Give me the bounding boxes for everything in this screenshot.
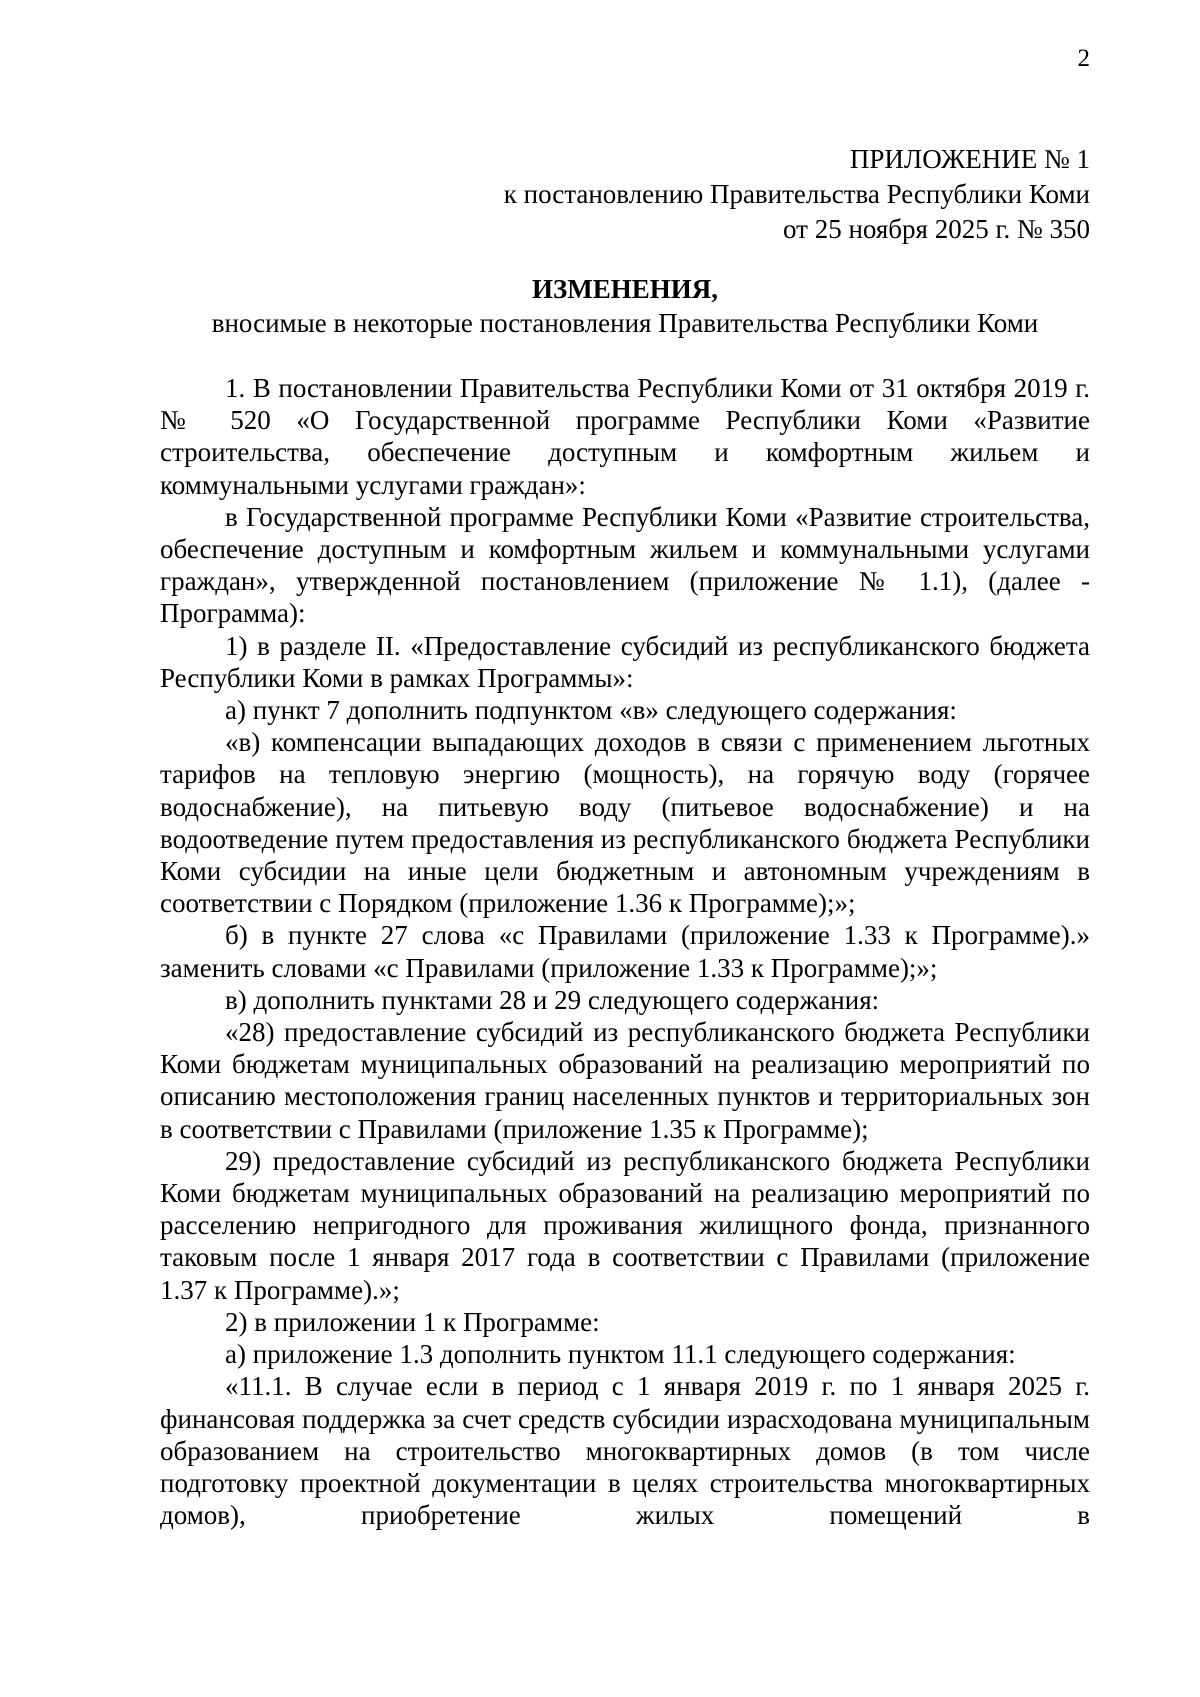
document-title-main: ИЗМЕНЕНИЯ, [531,274,718,304]
paragraph: в) дополнить пунктами 28 и 29 следующего содержания: [225,984,880,1015]
page-number: 2 [1077,45,1090,72]
paragraph: 2) в приложении 1 к Программе: [225,1306,600,1337]
paragraph: в Государственной программе Республики Коми «Развитие строительства, обеспечение доступным и комфортным жильем и коммунальными услугами граждан», утвержденной постановлением (приложение № 1.1), (далее - Программа): [160,501,1090,629]
paragraph: б) в пункте 27 слова «с Правилами (приложение 1.33 к Программе).» заменить словами «с Правилами (приложение 1.33 к Программе);»; [160,920,1090,983]
appendix-title: ПРИЛОЖЕНИЕ № 1 [849,144,1090,174]
appendix-header [400,142,1090,247]
paragraph: 1. В постановлении Правительства Республики Коми от 31 октября 2019 г. № 520 «О Государственной программе Республики Коми «Развитие строительства, обеспечение доступным и комфортным жильем и коммунальными услугами граждан»: [160,373,1090,500]
paragraph: 29) предоставление субсидий из республиканского бюджета Республики Коми бюджетам муниципальных образований на реализацию мероприятий по расселению непригодного для проживания жилищного фонда, признанного таковым после 1 января 2017 года в соответствии с Правилами (приложение 1.37 к Программе).»; [160,1145,1090,1305]
document-title [160,272,1090,340]
paragraph: «28) предоставление субсидий из республиканского бюджета Республики Коми бюджетам муниципальных образований на реализацию мероприятий по описанию местоположения границ населенных пунктов и территориальных зон в соответствии с Правилами (приложение 1.35 к Программе); [160,1017,1090,1144]
appendix-date: от 25 ноября 2025 г. № 350 [783,214,1090,244]
appendix-reference: к постановлению Правительства Республики Коми [503,179,1090,209]
paragraph: «11.1. В случае если в период с 1 января 2019 г. по 1 января 2025 г. финансовая поддержка за счет средств субсидии израсходована муниципальным образованием на строительство многоквартирных домов (в том числе подготовку проектной документации в целях строительства многоквартирных домов), приобретение жилых помещений в [160,1371,1090,1531]
paragraph: а) пункт 7 дополнить подпунктом «в» следующего содержания: [225,695,957,726]
paragraph: а) приложение 1.3 дополнить пунктом 11.1 следующего содержания: [225,1339,1016,1370]
document-body [160,372,1090,1531]
paragraph: «в) компенсации выпадающих доходов в связи с применением льготных тарифов на тепловую энергию (мощность), на горячую воду (горячее водоснабжение), на питьевую воду (питьевое водоснабжение) и на водоотведение путем предоставления из республиканского бюджета Республики Коми субсидии на иные цели бюджетным и автономным учреждениям в соответствии с Порядком (приложение 1.36 к Программе);»; [160,727,1090,919]
paragraph: 1) в разделе II. «Предоставление субсидий из республиканского бюджета Республики Коми в рамках Программы»: [160,630,1090,693]
document-title-sub: вносимые в некоторые постановления Правительства Республики Коми [211,308,1039,338]
